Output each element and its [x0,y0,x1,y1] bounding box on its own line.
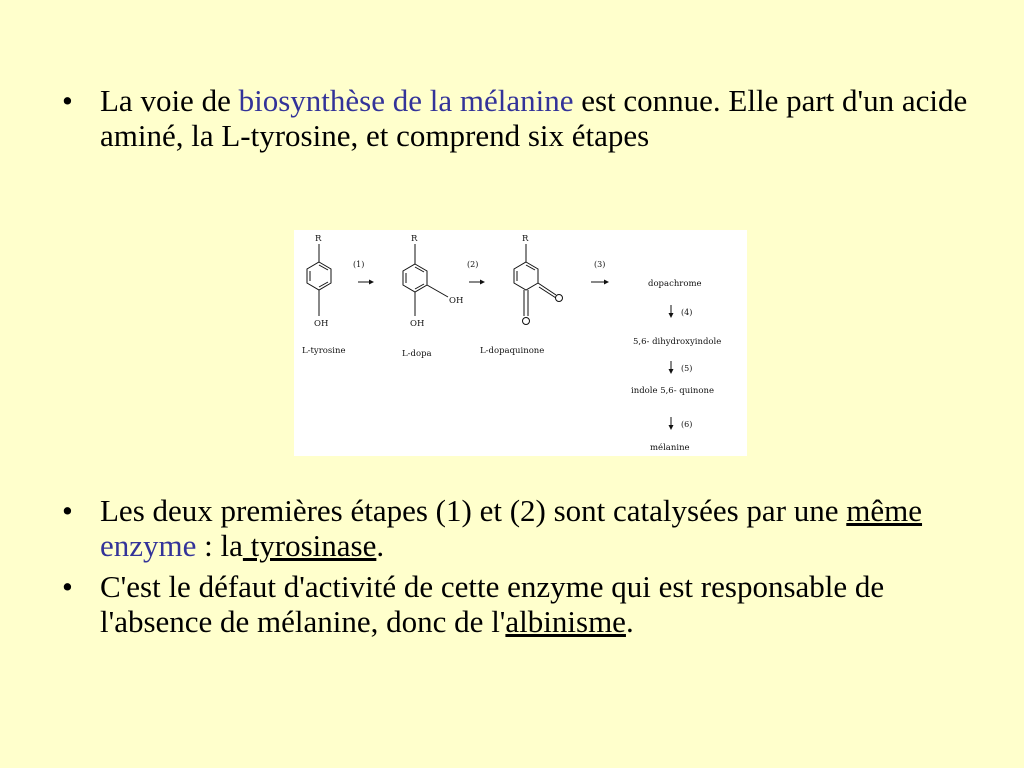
melanin-pathway-diagram [294,230,747,456]
bullet-text: est connue. Elle part d'un acide aminé, la L-tyrosine, et comprend six étapes [100,83,968,153]
bullet-tyrosinase [62,493,982,563]
product-label-dopachrome: dopachrome [648,279,702,289]
step-label: (6) [681,420,693,429]
step-label: (2) [467,260,479,269]
top-bullet-list [62,83,982,153]
bullet-dot: • [62,83,73,118]
biosynthesis-link[interactable]: biosynthèse de la mélanine [238,83,574,118]
compound-label-dopa: L-dopa [402,349,432,359]
bullet-text: : la [196,528,243,563]
bottom-bullet-list [62,493,982,639]
bullet-text: . [376,528,385,563]
bullet-dot: • [62,569,73,604]
compound-label-tyrosine: L-tyrosine [302,346,346,356]
oh-label: OH [410,319,425,329]
bullet-text: . [625,604,634,639]
compound-label-dopaquinone: L-dopaquinone [480,346,545,356]
step-label: (1) [353,260,365,269]
step-label: (4) [681,308,693,317]
meme-underlined: même [846,493,923,528]
albinisme-underlined: albinisme [505,604,626,639]
step-label: (3) [594,260,606,269]
r-group-label: R [315,234,322,244]
product-label-indolequinone: indole 5,6- quinone [631,386,715,396]
product-label-melanine: mélanine [650,443,690,453]
bullet-text: Les deux premières étapes (1) et (2) sont catalysées par une [100,493,847,528]
bullet-dot: • [62,493,73,528]
r-group-label: R [522,234,529,244]
bullet-albinism [62,569,982,639]
bullet-text: La voie de [100,83,239,118]
tyrosinase-underlined: tyrosinase [242,528,377,563]
oh-label: OH [314,319,329,329]
oh-label: OH [449,296,464,306]
bullet-biosynthesis [62,83,982,153]
step-label: (5) [681,364,693,373]
enzyme-link[interactable]: enzyme [100,528,197,563]
bullet-text: C'est le défaut d'activité de cette enzyme qui est responsable de l'absence de mélanine, donc de l' [100,569,885,639]
r-group-label: R [411,234,418,244]
product-label-dihydroxyindole: 5,6- dihydroxyindole [633,337,722,347]
